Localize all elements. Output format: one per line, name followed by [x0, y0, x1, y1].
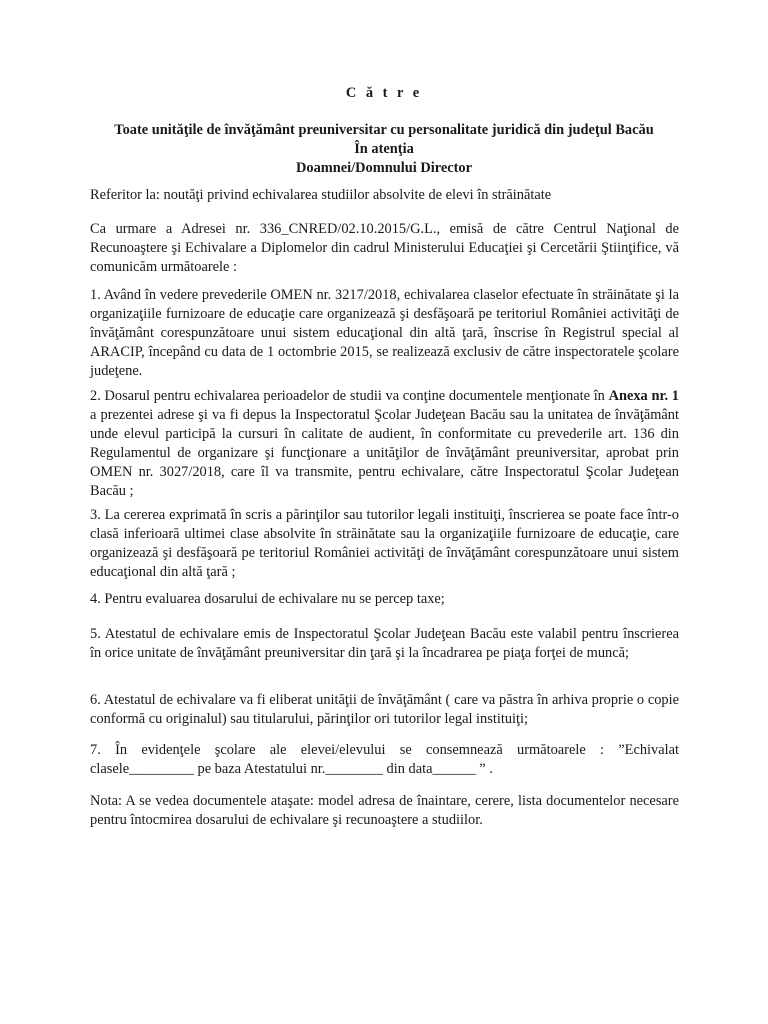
item-6-paragraph: [90, 691, 679, 729]
item-2-paragraph: [90, 387, 679, 501]
document-title: C ă t r e: [345, 85, 423, 101]
item-2-text-b: a prezentei adrese şi va fi depus la Inspectoratul Şcolar Judeţean Bacău sau la unitatea de învăţământ unde elevul participă la cursuri în calitate de audient, în conformitate cu prevederile art. 136 din Regulamentul de organizare şi funcţionare a unităţilor de învăţământ preuniversitar, aprobat prin OMEN nr. 3027/2018, care îl va transmite, pentru echivalare, către Inspectoratul Şcolar Judeţean Bacău ;: [90, 407, 679, 499]
item-7-text: 7. În evidenţele şcolare ale elevei/elevului se consemnează următoarele : ”Echivalat clasele_________ pe baza Atestatului nr.________ din data______ ” .: [90, 742, 679, 777]
addressee-block: [80, 121, 688, 178]
item-5-text: 5. Atestatul de echivalare emis de Inspectoratul Şcolar Judeţean Bacău este valabil pentru înscrierea în orice unitate de învăţământ preuniversitar din ţară şi la încadrarea pe piaţa forţei de muncă;: [90, 626, 679, 661]
item-2-text-a: 2. Dosarul pentru echivalarea perioadelor de studii va conţine documentele menţionate în: [90, 388, 609, 404]
addressee-line: Toate unităţile de învăţământ preuniversitar cu personalitate juridică din judeţul Bacău: [114, 122, 654, 138]
item-7-paragraph: [90, 741, 679, 779]
note-paragraph: [90, 792, 679, 830]
item-2-text: [90, 387, 679, 501]
attention-line: În atenţia: [354, 141, 414, 157]
item-4-text: 4. Pentru evaluarea dosarului de echivalare nu se percep taxe;: [90, 591, 445, 607]
intro-text: Ca urmare a Adresei nr. 336_CNRED/02.10.2015/G.L., emisă de către Centrul Naţional de Recunoaştere şi Echivalare a Diplomelor din cadrul Ministerului Educaţiei şi Cercetării Ştiinţifice, vă comunicăm următoarele :: [90, 221, 679, 275]
reference-text: Referitor la: noutăţi privind echivalarea studiilor absolvite de elevi în străinătate: [90, 187, 552, 203]
reference-paragraph: [90, 186, 679, 205]
item-1-paragraph: [90, 286, 679, 381]
director-line: Doamnei/Domnului Director: [295, 160, 472, 176]
intro-paragraph: [90, 220, 679, 277]
item-4-paragraph: [90, 590, 679, 609]
item-5-paragraph: [90, 625, 679, 663]
annex-reference: Anexa nr. 1: [608, 388, 679, 404]
item-3-text: 3. La cererea exprimată în scris a părinţilor sau tutorilor legali instituiţi, înscrierea se poate face într-o clasă inferioară ultimei clase absolvite în străinătate sau la organizaţiile furnizoare de educaţie, care organizează şi desfăşoară pe teritoriul României activităţi de învăţământ corespunzătoare unui sistem educaţional din altă ţară ;: [90, 507, 679, 580]
item-6-text: 6. Atestatul de echivalare va fi eliberat unităţii de învăţământ ( care va păstra în arhiva proprie o copie conformă cu originalul) sau titularului, părinţilor ori tutorilor legal instituiţi;: [90, 692, 679, 727]
item-1-text: 1. Având în vedere prevederile OMEN nr. 3217/2018, echivalarea claselor efectuate în străinătate şi la organizaţiile furnizoare de educaţie care organizează şi desfăşoară pe teritoriul României activităţi de învăţământ corespunzătoare unui sistem educaţional din altă ţară, înscrise în Registrul special al ARACIP, începând cu data de 1 octombrie 2015, se realizează exclusiv de către inspectoratele şcolare judeţene.: [90, 287, 679, 379]
item-3-paragraph: [90, 506, 679, 582]
note-text: Nota: A se vedea documentele ataşate: model adresa de înaintare, cerere, lista documentelor necesare pentru întocmirea dosarului de echivalare şi recunoaştere a studiilor.: [90, 793, 679, 828]
